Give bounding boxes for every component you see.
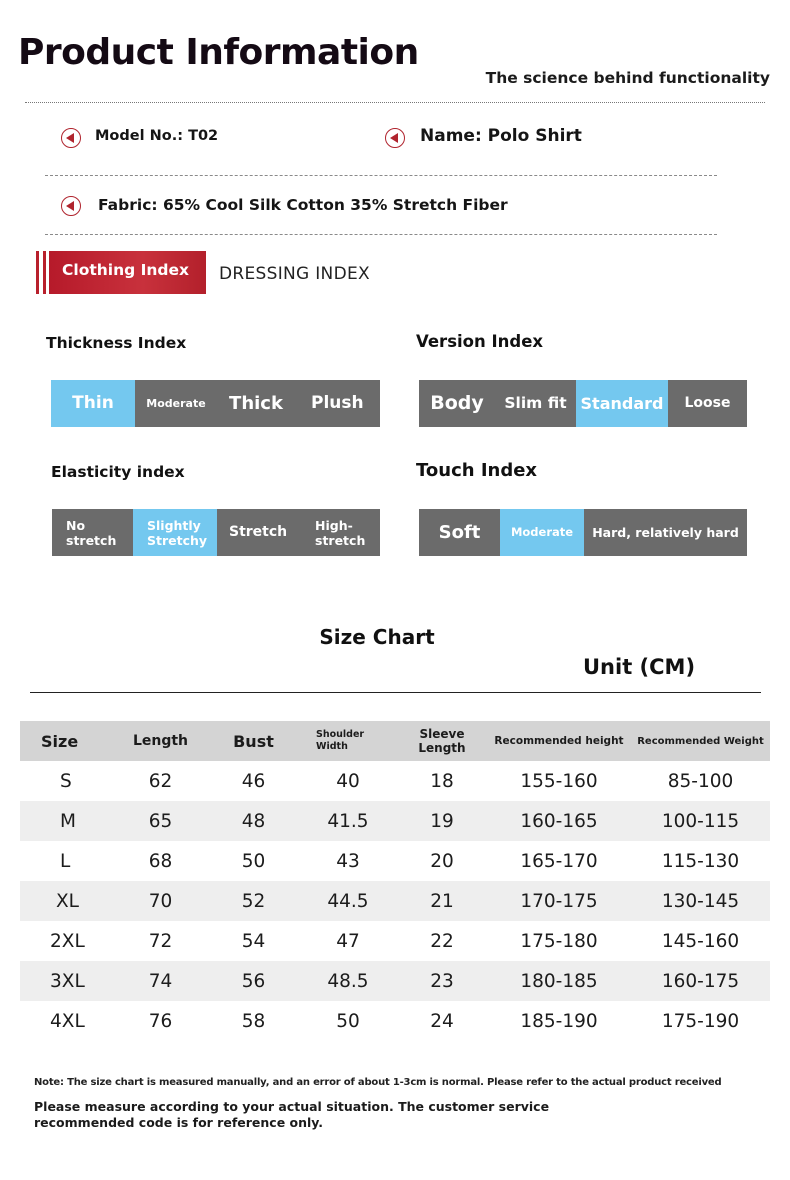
size-table <box>20 721 770 1041</box>
thickness-option-moderate: Moderate <box>146 396 206 410</box>
touch-scale <box>419 509 747 556</box>
table-row <box>20 841 770 881</box>
table-cell: 44.5 <box>299 881 397 921</box>
table-cell: 46 <box>241 770 266 792</box>
size-chart-unit: Unit (CM) <box>583 655 696 679</box>
table-cell: 100-115 <box>631 801 770 841</box>
table-cell: 41.5 <box>299 801 397 841</box>
table-cell: 22 <box>430 930 454 952</box>
model-number: Model No.: T02 <box>95 128 219 144</box>
clothing-index-badge: Clothing Index <box>49 251 206 294</box>
table-row <box>20 921 770 961</box>
table-cell: L <box>60 850 71 872</box>
table-cell: 47 <box>336 930 360 952</box>
table-cell: 130-145 <box>631 881 770 921</box>
table-cell: 85-100 <box>667 770 734 792</box>
thickness-option-thin: Thin <box>51 380 135 427</box>
table-cell: 160-175 <box>631 961 770 1001</box>
table-cell: 43 <box>336 850 360 872</box>
touch-option-soft: Soft <box>438 521 481 543</box>
touch-index-label: Touch Index <box>416 460 538 481</box>
version-option-loose: Loose <box>684 395 731 412</box>
header-sleeve-length: Sleeve Length <box>397 721 487 761</box>
table-cell: 165-170 <box>520 850 598 872</box>
elasticity-option-slightly-stretchy: Slightly Stretchy <box>133 509 217 556</box>
table-cell: 175-180 <box>520 930 598 952</box>
table-header-row <box>20 721 770 761</box>
elasticity-option-high-stretch: High-stretch <box>315 517 366 548</box>
thickness-option-plush: Plush <box>311 393 364 414</box>
thickness-scale <box>51 380 380 427</box>
header-recommended-height: Recommended height <box>487 721 631 761</box>
table-cell: 4XL <box>50 1010 85 1032</box>
table-cell: 18 <box>430 770 454 792</box>
thickness-index-label: Thickness Index <box>46 334 187 352</box>
table-cell: 65 <box>113 801 208 841</box>
version-option-slim-fit: Slim fit <box>504 394 567 413</box>
table-cell: 74 <box>113 961 208 1001</box>
table-cell: 52 <box>208 881 299 921</box>
table-cell: 160-165 <box>487 801 631 841</box>
page-subtitle: The science behind functionality <box>485 69 770 87</box>
table-cell: 62 <box>148 770 173 792</box>
size-chart-title: Size Chart <box>319 625 435 649</box>
thickness-option-thick: Thick <box>229 392 283 414</box>
header-shoulder-width: Shoulder Width <box>299 721 397 761</box>
table-row <box>20 1001 770 1041</box>
table-cell: 19 <box>397 801 487 841</box>
clothing-index-bars <box>36 251 47 294</box>
model-arrow-icon <box>61 128 81 148</box>
table-cell: S <box>60 770 72 792</box>
product-name: Name: Polo Shirt <box>420 126 582 146</box>
version-scale <box>419 380 747 427</box>
table-row <box>20 801 770 841</box>
table-cell: 23 <box>397 961 487 1001</box>
elasticity-option-no-stretch: No stretch <box>66 517 117 548</box>
table-cell: 175-190 <box>661 1010 740 1032</box>
table-cell: 48.5 <box>299 961 397 1001</box>
table-row <box>20 881 770 921</box>
header-recommended-weight: Recommended Weight <box>631 721 770 761</box>
table-cell: 40 <box>336 770 360 792</box>
table-cell: 115-130 <box>661 850 740 872</box>
table-cell: 20 <box>430 850 454 872</box>
table-cell: XL <box>20 881 113 921</box>
page-title: Product Information <box>18 32 419 73</box>
elasticity-scale <box>52 509 380 556</box>
table-row <box>20 961 770 1001</box>
table-cell: 58 <box>241 1010 266 1032</box>
table-cell: 180-185 <box>487 961 631 1001</box>
table-cell: 2XL <box>50 930 85 952</box>
table-row <box>20 761 770 801</box>
header-size: Size <box>20 721 113 761</box>
header-length: Length <box>113 721 208 761</box>
header-bust: Bust <box>208 721 299 761</box>
table-cell: 50 <box>336 1010 360 1032</box>
version-index-label: Version Index <box>416 332 544 351</box>
table-cell: 56 <box>208 961 299 1001</box>
elasticity-index-label: Elasticity index <box>51 463 185 481</box>
table-cell: 54 <box>241 930 266 952</box>
table-cell: 70 <box>113 881 208 921</box>
table-cell: 50 <box>241 850 266 872</box>
table-cell: 76 <box>148 1010 173 1032</box>
info-divider-2 <box>45 234 717 235</box>
touch-option-moderate: Moderate <box>500 509 584 556</box>
version-option-standard: Standard <box>576 380 668 427</box>
table-cell: 72 <box>148 930 173 952</box>
table-cell: 24 <box>430 1010 454 1032</box>
table-cell: M <box>20 801 113 841</box>
table-cell: 68 <box>148 850 173 872</box>
touch-option-hard: Hard, relatively hard <box>592 525 739 540</box>
size-chart-divider <box>30 692 761 693</box>
dressing-index-label: DRESSING INDEX <box>219 264 370 284</box>
measurement-note: Note: The size chart is measured manually, and an error of about 1-3cm is normal. Please refer to the actual product received <box>34 1077 722 1088</box>
version-option-body: Body <box>430 392 484 415</box>
table-cell: 155-160 <box>520 770 598 792</box>
fabric-arrow-icon <box>61 196 81 216</box>
table-cell: 3XL <box>20 961 113 1001</box>
reference-note: Please measure according to your actual situation. The customer service recommended code is for reference only. <box>34 1099 550 1131</box>
name-arrow-icon <box>385 128 405 148</box>
table-cell: 48 <box>208 801 299 841</box>
top-divider <box>25 102 765 103</box>
info-divider-1 <box>45 175 717 176</box>
table-cell: 21 <box>397 881 487 921</box>
fabric-info: Fabric: 65% Cool Silk Cotton 35% Stretch Fiber <box>98 196 508 214</box>
table-cell: 185-190 <box>520 1010 598 1032</box>
elasticity-option-stretch: Stretch <box>229 524 288 541</box>
table-cell: 170-175 <box>487 881 631 921</box>
table-cell: 145-160 <box>661 930 740 952</box>
